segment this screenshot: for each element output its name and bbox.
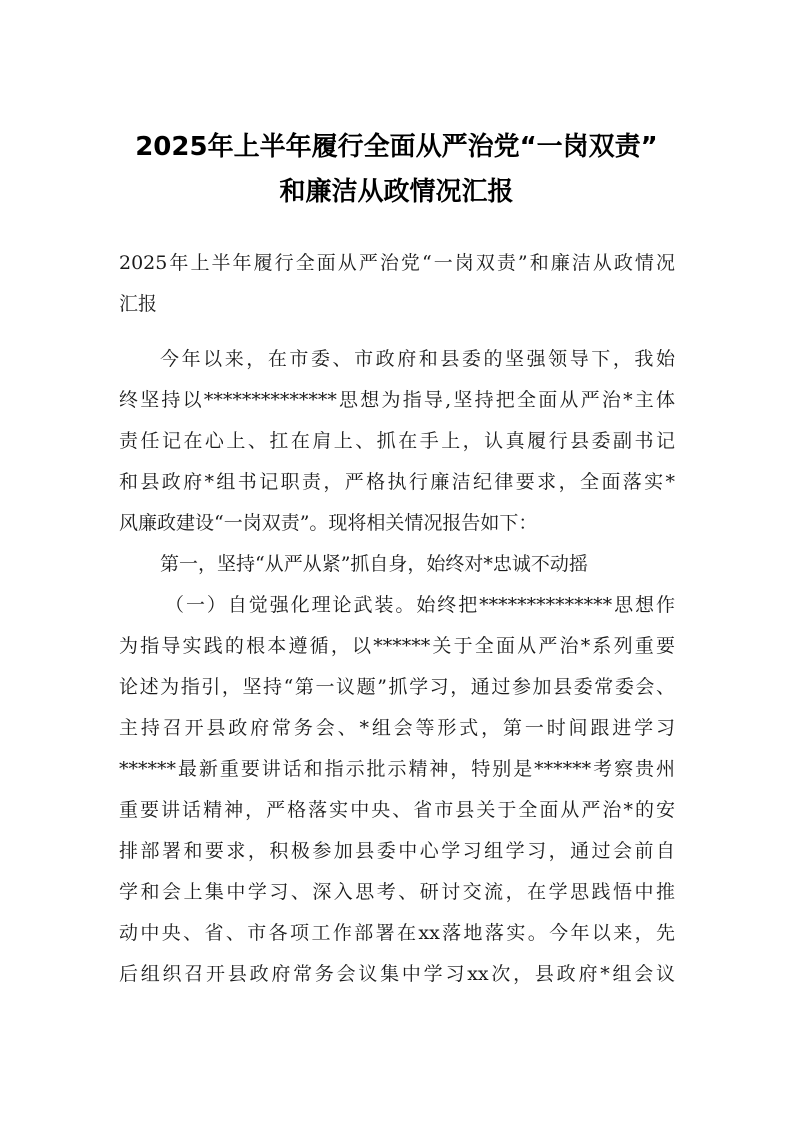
- body-line: 为指导实践的根本遵循，以******关于全面从严治*系列重要: [119, 635, 675, 657]
- intro-line: 和县政府*组书记职责，严格执行廉洁纪律要求，全面落实*: [119, 471, 675, 493]
- body-line: 主持召开县政府常务会、*组会等形式，第一时间跟进学习: [119, 717, 675, 739]
- intro-line: 终坚持以**************思想为指导,坚持把全面从严治*主体: [119, 389, 675, 411]
- document-title-line-1: 2025年上半年履行全面从严治党“一岗双责”: [135, 132, 658, 162]
- body-line: 重要讲话精神，严格落实中央、省市县关于全面从严治*的安: [119, 799, 675, 821]
- intro-line: 风廉政建设“一岗双责”。现将相关情况报告如下：: [119, 512, 538, 534]
- subtitle-line-1: 2025年上半年履行全面从严治党“一岗双责”和廉洁从政情况: [119, 252, 675, 274]
- body-line: 排部署和要求，积极参加县委中心学习组学习，通过会前自: [119, 840, 675, 862]
- section-heading: 第一，坚持“从严从紧”抓自身，始终对*忠诚不动摇: [160, 553, 588, 575]
- subtitle-line-2: 汇报: [119, 293, 158, 315]
- body-line: 后组织召开县政府常务会议集中学习xx次，县政府*组会议: [119, 963, 675, 985]
- intro-line: 今年以来，在市委、市政府和县委的坚强领导下，我始: [160, 348, 675, 370]
- body-line: 动中央、省、市各项工作部署在xx落地落实。今年以来，先: [119, 922, 675, 944]
- document-title-line-2: 和廉洁从政情况汇报: [279, 177, 514, 207]
- body-line: 论述为指引，坚持“第一议题”抓学习，通过参加县委常委会、: [119, 676, 675, 698]
- body-line: ******最新重要讲话和指示批示精神，特别是******考察贵州: [119, 758, 675, 780]
- body-line: （一）自觉强化理论武装。始终把**************思想作: [165, 594, 675, 616]
- body-line: 学和会上集中学习、深入思考、研讨交流，在学思践悟中推: [119, 881, 675, 903]
- intro-line: 责任记在心上、扛在肩上、抓在手上，认真履行县委副书记: [119, 430, 675, 452]
